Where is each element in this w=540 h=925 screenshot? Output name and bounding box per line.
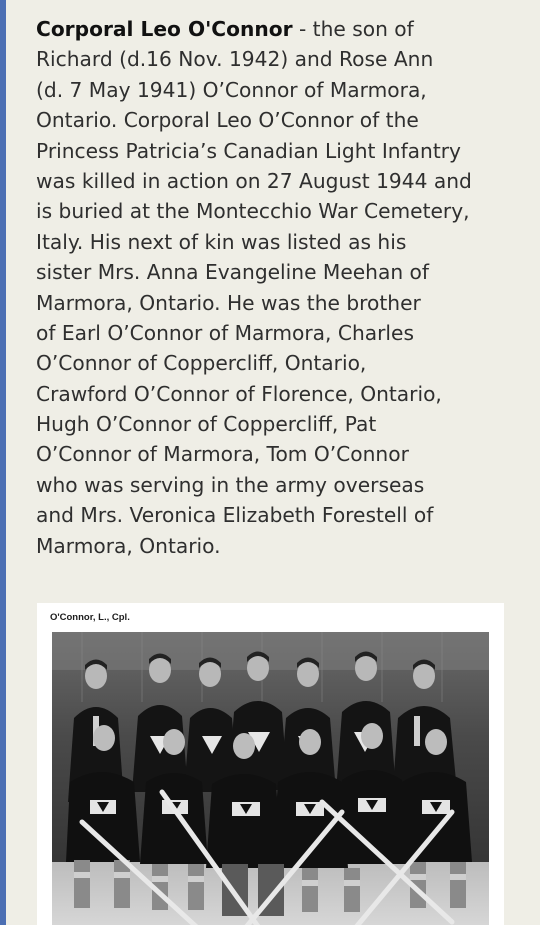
article-line-6: was killed in action on 27 August 1944 and xyxy=(36,168,472,193)
team-photo xyxy=(52,632,489,925)
article-line-2: Richard (d.16 Nov. 1942) and Rose Ann xyxy=(36,47,434,72)
article-line-17: and Mrs. Veronica Elizabeth Forestell of xyxy=(36,503,434,528)
article-line-18: Marmora, Ontario. xyxy=(36,533,221,558)
article-line-4: Ontario. Corporal Leo O’Connor of the xyxy=(36,108,419,133)
article-line-7: is buried at the Montecchio War Cemetery, xyxy=(36,199,470,224)
article-text xyxy=(36,14,532,561)
soldier-name: Corporal Leo O'Connor xyxy=(36,17,293,41)
article-line-3: (d. 7 May 1941) O’Connor of Marmora, xyxy=(36,77,427,102)
article-line-8: Italy. His next of kin was listed as his xyxy=(36,229,407,254)
article-line-1 xyxy=(36,14,532,44)
article-line-9: sister Mrs. Anna Evangeline Meehan of xyxy=(36,260,429,285)
photo-card[interactable] xyxy=(37,603,504,925)
article-line-10: Marmora, Ontario. He was the brother xyxy=(36,290,421,315)
article-line-13: Crawford O’Connor of Florence, Ontario, xyxy=(36,381,442,406)
left-accent-bar xyxy=(0,0,6,925)
article-line-5: Princess Patricia’s Canadian Light Infantry xyxy=(36,138,462,163)
article-line-11: of Earl O’Connor of Marmora, Charles xyxy=(36,320,414,345)
photo-caption: O'Connor, L., Cpl. xyxy=(50,612,130,623)
article-line-16: who was serving in the army overseas xyxy=(36,472,425,497)
article-line-text: - the son of xyxy=(292,17,414,41)
article-line-12: O’Connor of Coppercliff, Ontario, xyxy=(36,351,367,376)
article-line-15: O’Connor of Marmora, Tom O’Connor xyxy=(36,442,409,467)
article-line-14: Hugh O’Connor of Coppercliff, Pat xyxy=(36,412,377,437)
